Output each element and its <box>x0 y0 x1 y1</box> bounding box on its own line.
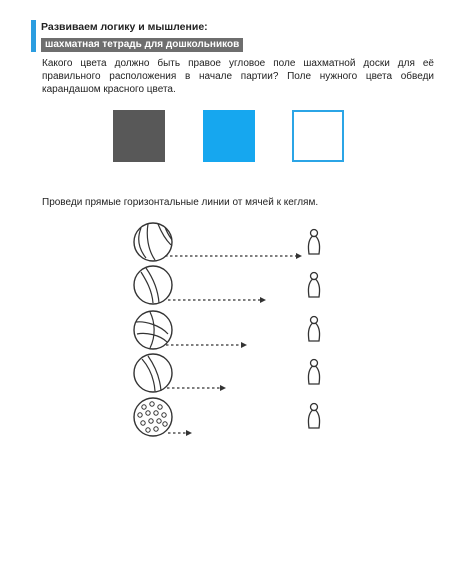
ball-striped-icon[interactable] <box>134 354 172 392</box>
arrow-head-3 <box>241 342 247 348</box>
ball-segmented-icon[interactable] <box>134 311 172 349</box>
skittle-icon[interactable] <box>308 230 319 255</box>
header-subtitle: шахматная тетрадь для дошкольников <box>41 38 243 52</box>
arrow-head-2 <box>260 297 266 303</box>
row-4 <box>134 354 320 392</box>
arrow-head-4 <box>220 385 226 391</box>
skittle-icon[interactable] <box>308 273 319 298</box>
task2-text: Проведи прямые горизонтальные линии от мячей к кеглям. <box>42 197 319 208</box>
ball-segmented-icon[interactable] <box>134 223 172 261</box>
row-1 <box>134 223 320 261</box>
skittle-icon[interactable] <box>308 404 319 429</box>
row-5 <box>134 398 320 436</box>
row-2 <box>134 266 320 304</box>
ball-dotted-icon[interactable] <box>134 398 172 436</box>
row-3 <box>134 311 320 349</box>
skittle-icon[interactable] <box>308 317 319 342</box>
task1-text: Какого цвета должно быть правое угловое поле шахматной доски для её правильного расположения в начале партии? Поле нужного цвета обведи карандашом красного цвета. <box>42 58 434 95</box>
ball-striped-icon[interactable] <box>134 266 172 304</box>
skittle-icon[interactable] <box>308 360 319 385</box>
arrow-head-5 <box>186 430 192 436</box>
header-title: Развиваем логику и мышление: <box>41 21 208 33</box>
arrow-head-1 <box>296 253 302 259</box>
